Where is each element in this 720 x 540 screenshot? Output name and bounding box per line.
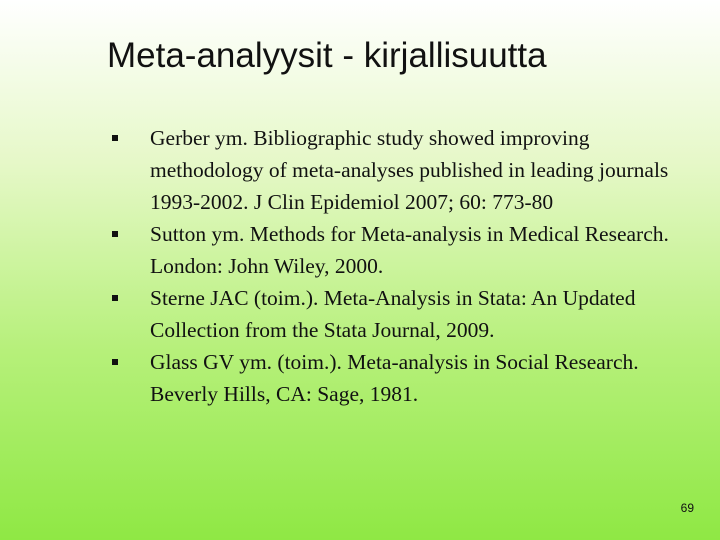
reference-item	[112, 346, 672, 410]
square-bullet-icon	[112, 359, 118, 365]
reference-list	[112, 122, 672, 410]
reference-item	[112, 122, 672, 218]
square-bullet-icon	[112, 135, 118, 141]
reference-text: Sutton ym. Methods for Meta-analysis in Medical Research. London: John Wiley, 2000.	[150, 222, 669, 278]
reference-text: Gerber ym. Bibliographic study showed improving methodology of meta-analyses published in leading journals 1993-2002. J Clin Epidemiol 2007; 60: 773-80	[150, 126, 669, 214]
square-bullet-icon	[112, 295, 118, 301]
reference-text: Glass GV ym. (toim.). Meta-analysis in Social Research. Beverly Hills, CA: Sage, 1981.	[150, 350, 639, 406]
page-number: 69	[680, 501, 694, 515]
reference-item	[112, 218, 672, 282]
reference-text: Sterne JAC (toim.). Meta-Analysis in Stata: An Updated Collection from the Stata Journal, 2009.	[150, 286, 636, 342]
square-bullet-icon	[112, 231, 118, 237]
slide-title: Meta-analyysit - kirjallisuutta	[107, 36, 547, 75]
reference-item	[112, 282, 672, 346]
